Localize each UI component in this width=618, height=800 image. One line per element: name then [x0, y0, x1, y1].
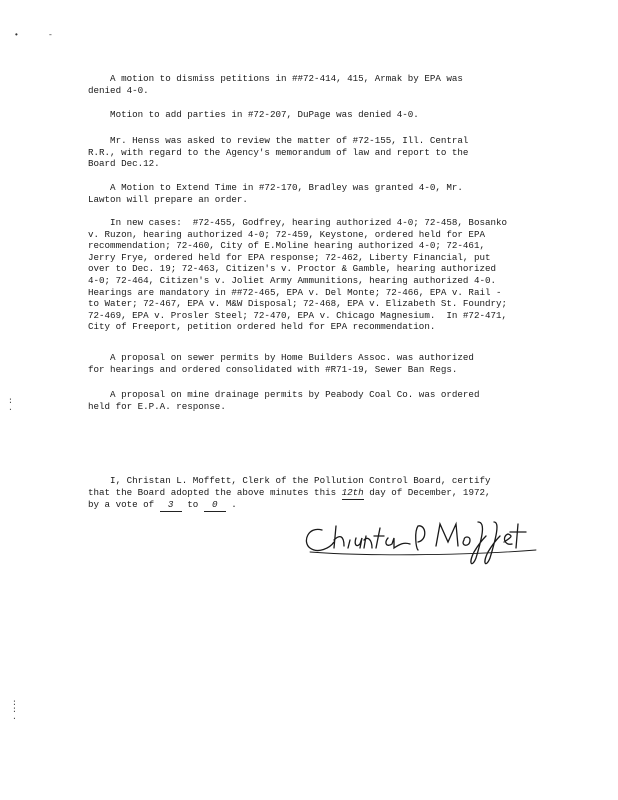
- paragraph-armak-motion: A motion to dismiss petitions in ##72-414, 415, Armak by EPA was denied 4-0.: [88, 73, 463, 96]
- certification-line-1: I, Christan L. Moffett, Clerk of the Pollution Control Board, certify: [88, 475, 491, 486]
- certification-day: 12th: [341, 487, 364, 498]
- certification-text: by a vote of: [88, 499, 160, 510]
- scan-mark: : : .: [12, 699, 17, 722]
- scan-mark: : .: [8, 397, 13, 413]
- vote-against: 0: [204, 499, 226, 512]
- paragraph-sewer-permits: A proposal on sewer permits by Home Builders Assoc. was authorized for hearings and ordered consolidated with #R71-19, Sewer Ban Regs.: [88, 352, 474, 375]
- vote-for: 3: [160, 499, 182, 512]
- paragraph-dupage-motion: Motion to add parties in #72-207, DuPage was denied 4-0.: [88, 109, 419, 120]
- certification-text: .: [225, 499, 237, 510]
- certification-text: to: [181, 499, 204, 510]
- handwritten-signature: [300, 512, 550, 572]
- certification-line-3: [88, 499, 508, 512]
- scan-mark: -: [48, 31, 53, 40]
- paragraph-extend-time: A Motion to Extend Time in #72-170, Bradley was granted 4-0, Mr. Lawton will prepare an order.: [88, 182, 463, 205]
- paragraph-new-cases: In new cases: #72-455, Godfrey, hearing authorized 4-0; 72-458, Bosanko v. Ruzon, hearing authorized 4-0; 72-459, Keystone, ordered held for EPA recommendation; 72-460, City of E.Moline hearing authorized 4-0; 72-461, Jerry Frye, ordered held for EPA response; 72-462, Liberty Financial, put over to Dec. 19; 72-463, Citizen's v. Proctor & Gamble, hearing authorized 4-0; 72-464, Citizen's v. Joliet Army Ammunitions, hearing authorized 4-0. Hearings are mandatory in ##72-465, EPA v. Del Monte; 72-466, EPA v. Rail - to Water; 72-467, EPA v. M&W Disposal; 72-468, EPA v. Elizabeth St. Foundry; 72-469, EPA v. Prosler Steel; 72-470, EPA v. Chicago Magnesium. In #72-471, City of Freeport, petition ordered held for EPA recommendation.: [88, 217, 508, 333]
- certification-line-2: [88, 487, 508, 500]
- paragraph-ill-central: Mr. Henss was asked to review the matter of #72-155, Ill. Central R.R., with regard to the Agency's memorandum of law and report to the Board Dec.12.: [88, 135, 469, 170]
- scan-mark: •: [14, 31, 19, 40]
- paragraph-mine-drainage: A proposal on mine drainage permits by Peabody Coal Co. was ordered held for E.P.A. response.: [88, 389, 480, 412]
- certification-text: that the Board adopted the above minutes this: [88, 487, 342, 498]
- certification-text: day of December, 1972,: [363, 487, 491, 498]
